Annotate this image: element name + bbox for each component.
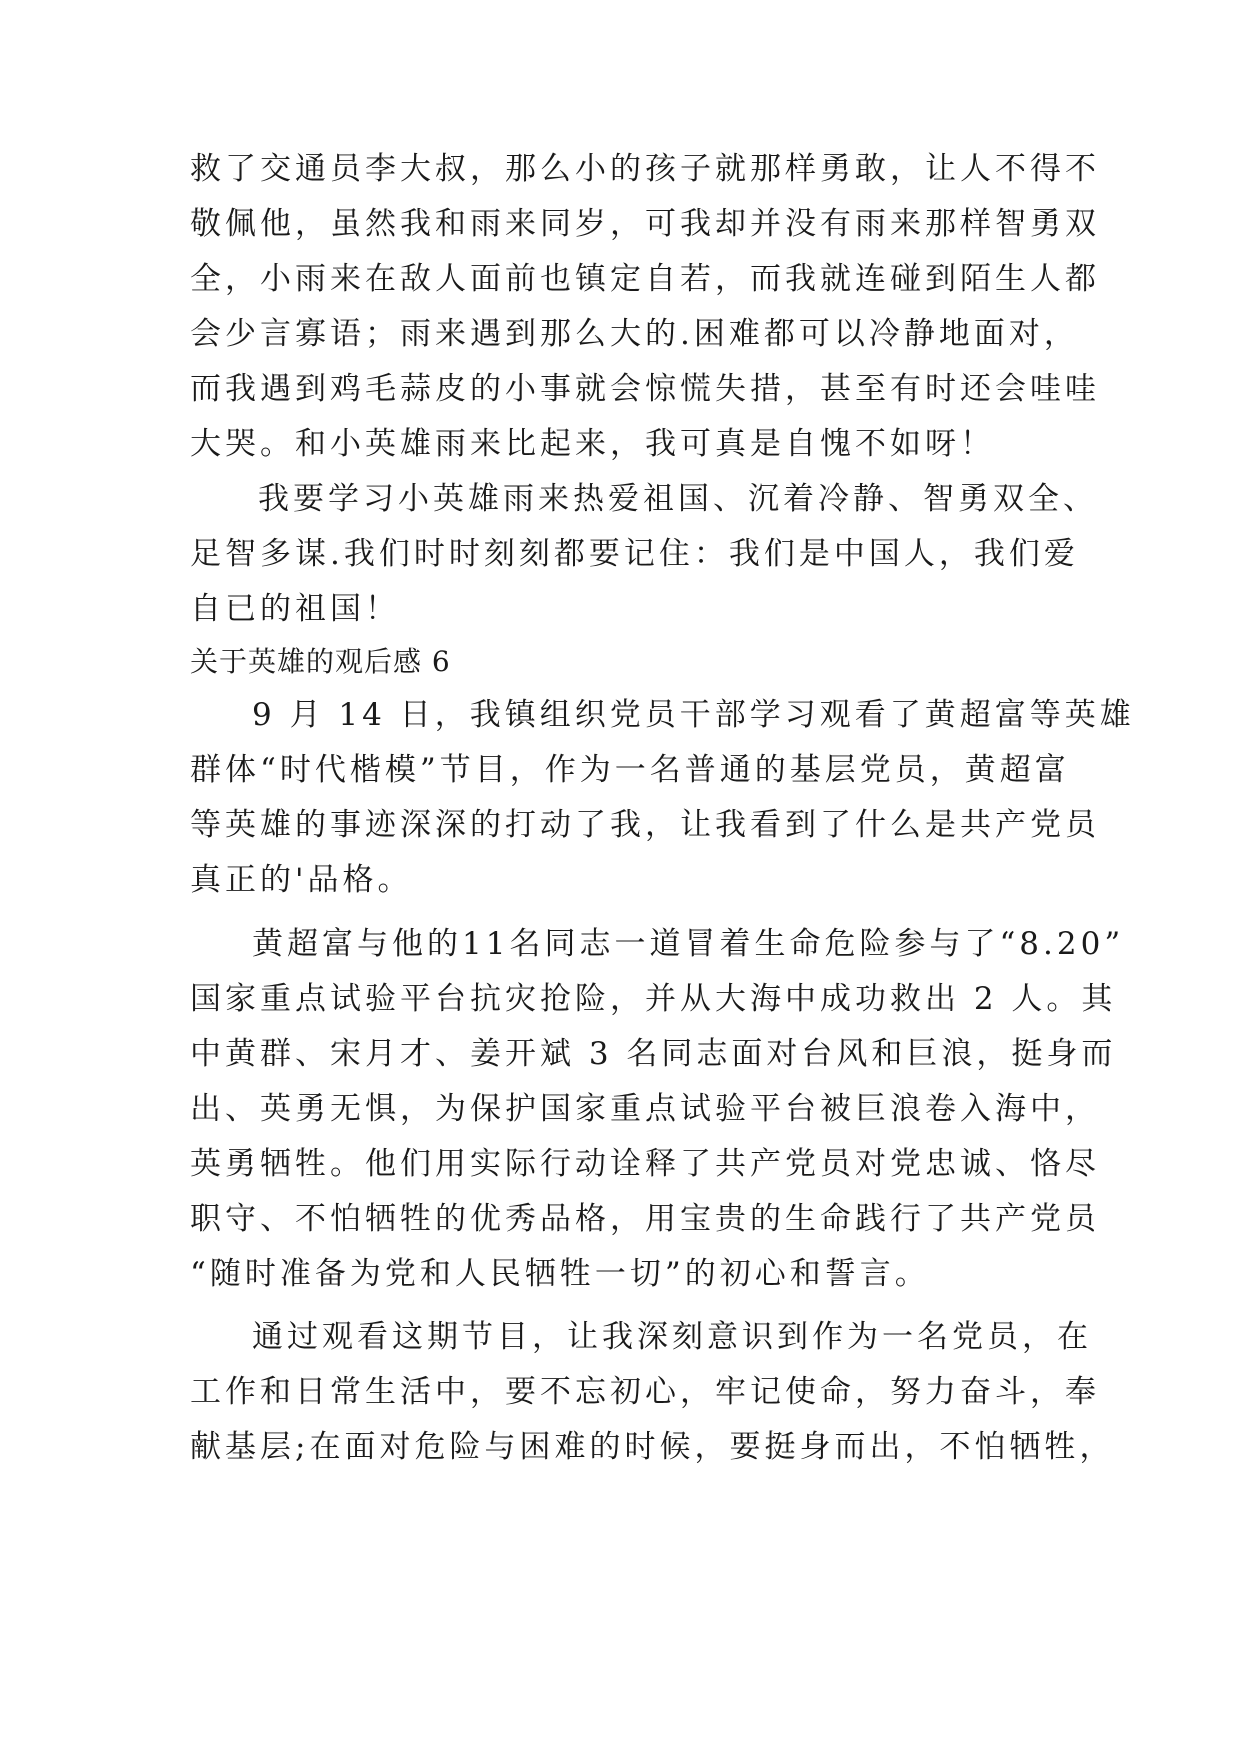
section-heading: 关于英雄的观后感 6 — [190, 645, 451, 678]
paragraph-line: 献基层;在面对危险与困难的时候，要挺身而出，不怕牺牲， — [190, 1429, 1115, 1465]
paragraph-line: 大哭。和小英雄雨来比起来，我可真是自愧不如呀！ — [190, 426, 995, 462]
paragraph-line: 足智多谋.我们时时刻刻都要记住：我们是中国人，我们爱 — [190, 536, 1079, 572]
paragraph-line: 英勇牺牲。他们用实际行动诠释了共产党员对党忠诚、恪尽 — [190, 1146, 1100, 1182]
paragraph-line: 通过观看这期节目，让我深刻意识到作为一名党员，在 — [252, 1319, 1092, 1355]
paragraph-line: 真正的'品格。 — [190, 862, 413, 898]
paragraph-line: 而我遇到鸡毛蒜皮的小事就会惊慌失措，甚至有时还会哇哇 — [190, 371, 1100, 407]
paragraph-line: 9 月 14 日，我镇组织党员干部学习观看了黄超富等英雄 — [252, 697, 1135, 733]
paragraph-line: 工作和日常生活中，要不忘初心，牢记使命，努力奋斗，奉 — [190, 1374, 1100, 1410]
paragraph-line: 救了交通员李大叔，那么小的孩子就那样勇敢，让人不得不 — [190, 151, 1100, 187]
paragraph-line: 我要学习小英雄雨来热爱祖国、沉着冷静、智勇双全、 — [258, 481, 1098, 517]
paragraph-line: 中黄群、宋月才、姜开斌 3 名同志面对台风和巨浪，挺身而 — [190, 1036, 1117, 1072]
paragraph-line: 会少言寡语；雨来遇到那么大的.困难都可以冷静地面对， — [190, 316, 1079, 352]
paragraph-line: 敬佩他，虽然我和雨来同岁，可我却并没有雨来那样智勇双 — [190, 206, 1100, 242]
paragraph-line: 自已的祖国！ — [190, 591, 400, 627]
paragraph-line: 等英雄的事迹深深的打动了我，让我看到了什么是共产党员 — [190, 807, 1100, 843]
paragraph-line: 黄超富与他的11名同志一道冒着生命危险参与了“8.20” — [252, 926, 1125, 962]
paragraph-line: 全，小雨来在敌人面前也镇定自若，而我就连碰到陌生人都 — [190, 261, 1100, 297]
paragraph-line: 群体“时代楷模”节目，作为一名普通的基层党员，黄超富 — [190, 752, 1070, 788]
paragraph-line: 国家重点试验平台抗灾抢险，并从大海中成功救出 2 人。其 — [190, 981, 1117, 1017]
paragraph-line: “随时准备为党和人民牺牲一切”的初心和誓言。 — [190, 1256, 930, 1292]
paragraph-line: 职守、不怕牺牲的优秀品格，用宝贵的生命践行了共产党员 — [190, 1201, 1100, 1237]
paragraph-line: 出、英勇无惧，为保护国家重点试验平台被巨浪卷入海中， — [190, 1091, 1100, 1127]
